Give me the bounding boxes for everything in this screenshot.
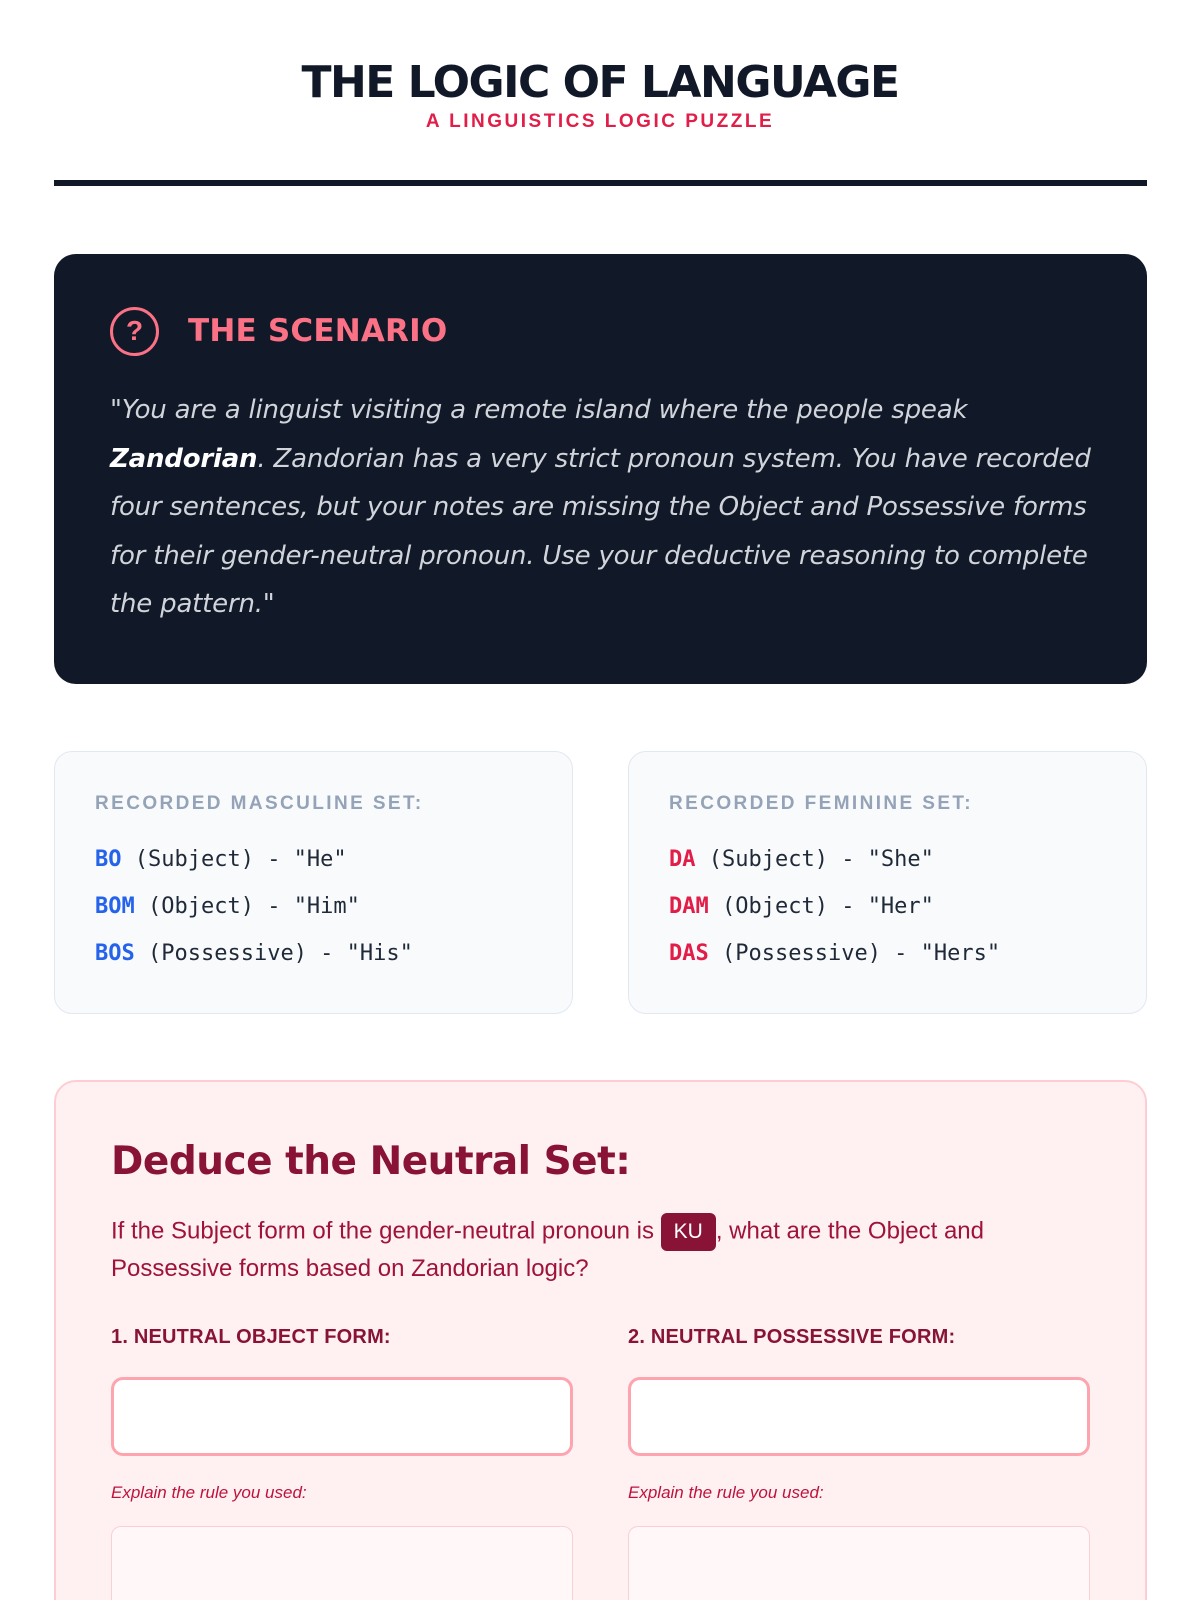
deduce-question: If the Subject form of the gender-neutral pronoun is KU , what are the Object and Possessive forms based on Zandorian logic? [111,1213,1089,1286]
feminine-set-card [628,751,1147,1014]
question-circle-icon: ? [110,307,159,356]
object-form-input[interactable] [111,1377,573,1456]
masculine-set-label: RECORDED MASCULINE SET: [95,793,424,814]
page-subtitle: A LINGUISTICS LOGIC PUZZLE [425,111,775,132]
object-explain-label: Explain the rule you used: [111,1483,307,1502]
masculine-object-row: BOM (Object) - "Him" [95,894,360,919]
masculine-subject-row: BO (Subject) - "He" [95,847,347,872]
subject-keyword-badge: KU [661,1213,716,1251]
feminine-possessive-row: DAS (Possessive) - "Hers" [669,941,1001,966]
feminine-subject-row: DA (Subject) - "She" [669,847,934,872]
scenario-text: "You are a linguist visiting a remote island where the people speak Zandorian. Zandorian has a very strict pronoun system. You have recorded four sentences, but your notes are missing the Object and Possessive forms for their gender-neutral pronoun. Use your deductive reasoning to complete the pattern." [110,395,1091,619]
object-form-label: 1. NEUTRAL OBJECT FORM: [111,1326,391,1348]
page-title: THE LOGIC OF LANGUAGE [301,57,899,108]
possessive-field-group [628,1326,1090,1600]
feminine-set-label: RECORDED FEMININE SET: [669,793,974,814]
possessive-explain-label: Explain the rule you used: [628,1483,824,1502]
scenario-title: THE SCENARIO [188,313,448,349]
possessive-explain-textarea[interactable] [628,1526,1090,1600]
possessive-form-input[interactable] [628,1377,1090,1456]
object-explain-textarea[interactable] [111,1526,573,1600]
scenario-panel [54,254,1147,684]
language-name: Zandorian [110,443,258,474]
deduce-panel [54,1080,1147,1600]
feminine-object-row: DAM (Object) - "Her" [669,894,934,919]
object-field-group [111,1326,573,1600]
masculine-possessive-row: BOS (Possessive) - "His" [95,941,413,966]
deduce-title: Deduce the Neutral Set: [111,1139,631,1184]
possessive-form-label: 2. NEUTRAL POSSESSIVE FORM: [628,1326,956,1348]
masculine-set-card [54,751,573,1014]
header-divider [54,180,1147,186]
page-header [0,55,1200,133]
